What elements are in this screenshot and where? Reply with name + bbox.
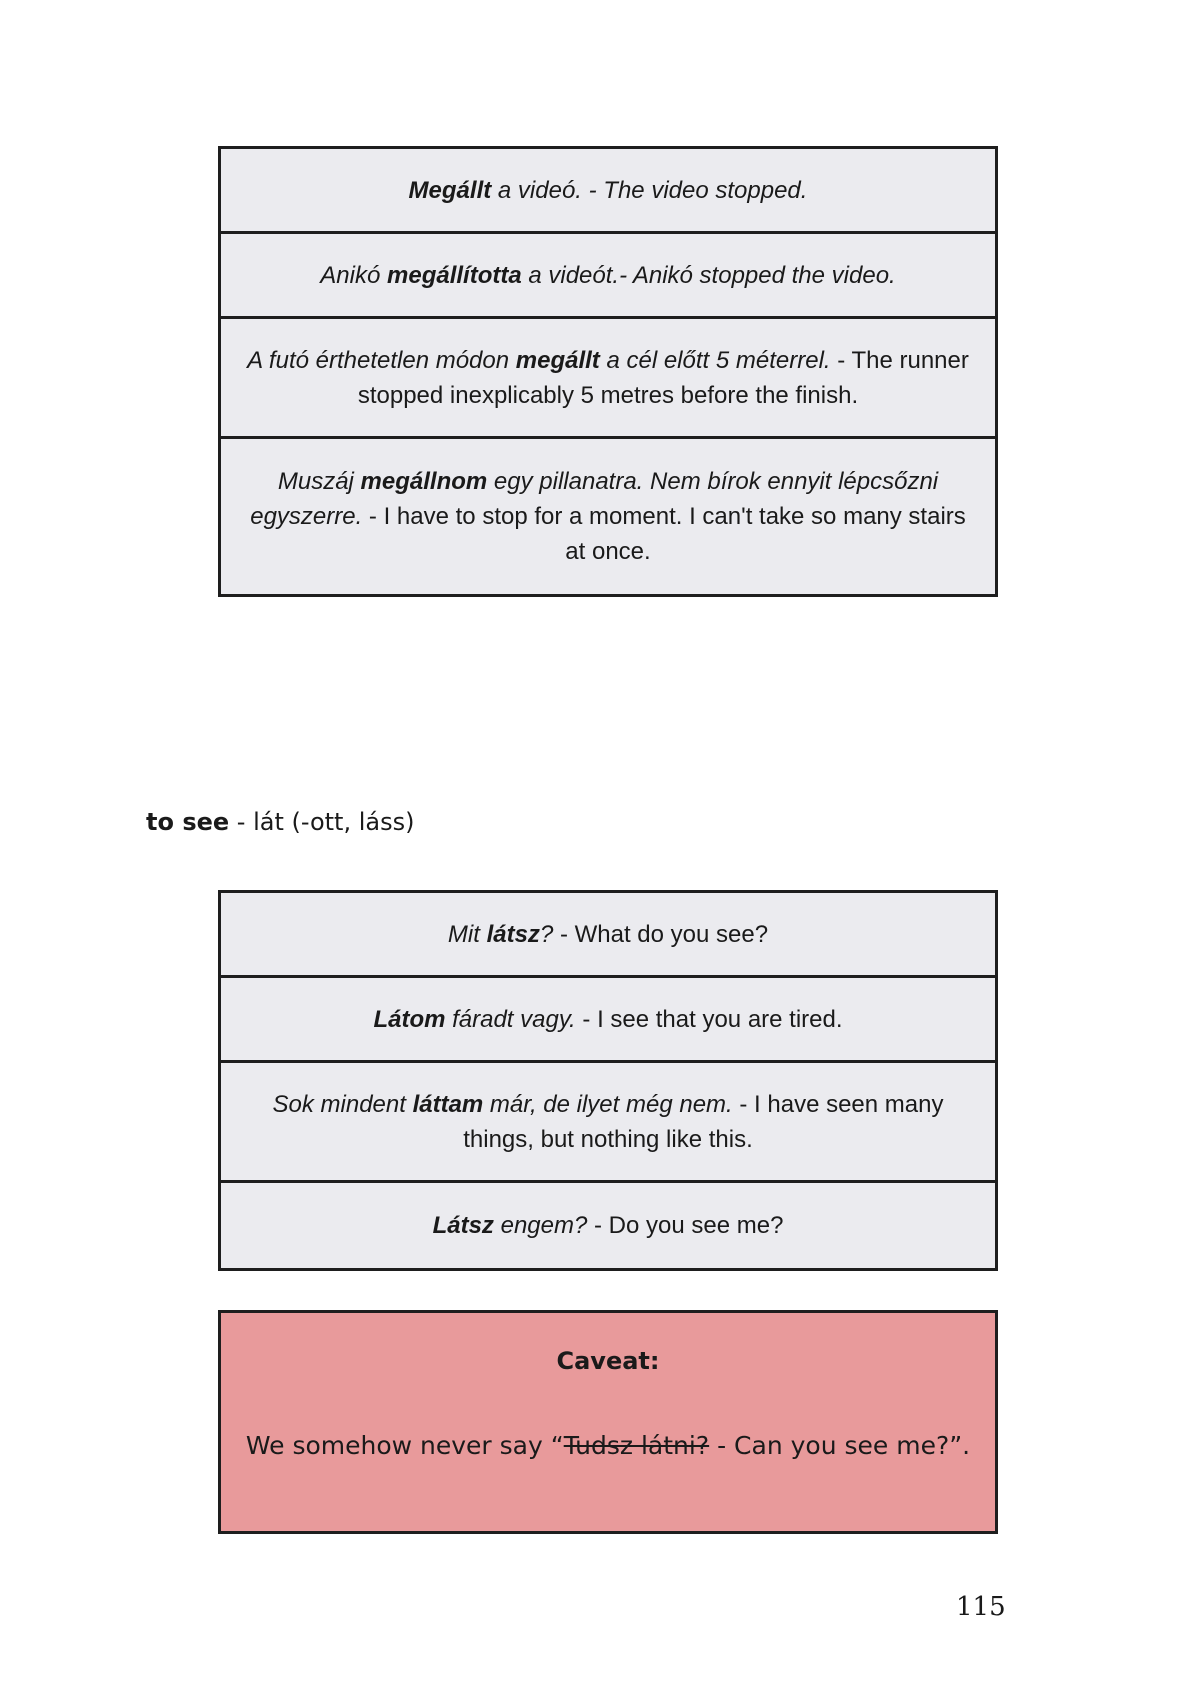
hu-verb: látsz	[486, 920, 540, 948]
example-text: Muszáj	[277, 468, 361, 495]
stop-examples-table	[218, 146, 998, 597]
example-text: Mit	[447, 920, 487, 948]
example-row	[221, 234, 995, 319]
verb-heading	[146, 808, 414, 836]
example-text: A futó érthetetlen módon	[247, 346, 516, 374]
verb-hungarian: - lát (-ott, láss)	[229, 808, 415, 836]
example-row	[221, 1183, 995, 1268]
hu-verb: megállnom	[360, 468, 488, 495]
hu-verb: láttam	[412, 1090, 484, 1118]
example-row	[221, 1063, 995, 1183]
caveat-suffix: - Can you see me?”.	[709, 1431, 971, 1460]
example-text: a videó. - The video stopped.	[491, 176, 808, 204]
translation: - I see that you are tired.	[575, 1005, 843, 1033]
hu-verb: Látom	[373, 1005, 446, 1033]
see-examples-table	[218, 890, 998, 1271]
example-text: fáradt vagy.	[445, 1005, 576, 1033]
hu-verb: Látsz	[432, 1212, 494, 1239]
hu-verb: megállt	[515, 346, 600, 374]
example-text: Sok mindent	[272, 1090, 413, 1118]
translation: - I have seen many things, but nothing like this.	[463, 1090, 944, 1153]
verb-english: to see	[146, 808, 230, 836]
caveat-prefix: We somehow never say “	[245, 1431, 564, 1460]
translation: - Do you see me?	[587, 1212, 784, 1239]
caveat-text	[221, 1431, 995, 1460]
translation: - What do you see?	[553, 920, 769, 948]
caveat-struck-phrase: Tudsz látni?	[563, 1431, 710, 1460]
example-text: a cél előtt 5 méterrel.	[599, 346, 831, 374]
caveat-box	[218, 1310, 998, 1534]
page-number: 115	[956, 1592, 1006, 1622]
example-text: engem?	[493, 1212, 588, 1239]
hu-verb: Megállt	[408, 176, 492, 204]
example-text: Anikó	[320, 261, 387, 289]
translation: - The runner stopped inexplicably 5 metres before the finish.	[357, 346, 969, 409]
example-row	[221, 893, 995, 978]
example-row	[221, 978, 995, 1063]
example-row	[221, 319, 995, 439]
translation: - I have to stop for a moment. I can't take so many stairs at once.	[362, 503, 966, 565]
example-text: ?	[539, 920, 554, 948]
example-row	[221, 439, 995, 594]
caveat-title: Caveat:	[556, 1347, 660, 1375]
hu-verb: megállította	[387, 261, 522, 289]
example-row	[221, 149, 995, 234]
example-text: egy pillanatra. Nem bírok ennyit lépcsőzni egyszerre.	[250, 468, 939, 530]
example-text: a videót.- Anikó stopped the video.	[521, 261, 896, 289]
example-text: már, de ilyet még nem.	[483, 1090, 733, 1118]
